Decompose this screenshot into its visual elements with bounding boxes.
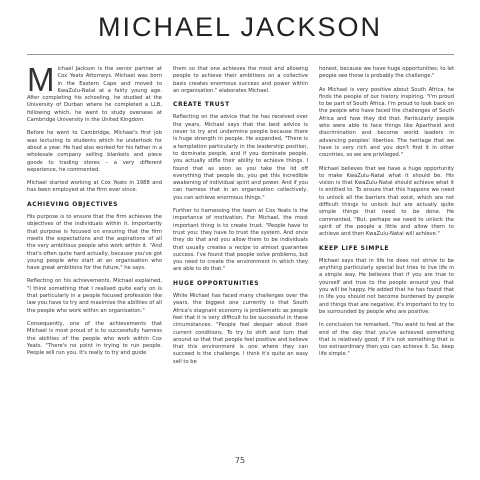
paragraph-text: Michael started working at Cox Yeats in 1988 and has been employed at the firm ever since.: [27, 180, 162, 194]
title-rule: [27, 54, 454, 55]
paragraph-text: Further to harnessing the team at Cox Yeats is the importance of motivation. For Michael, the most important thing is to create trust. "People have to trust you; they have to trust the system. And once they do that and you allow them to be individuals that usually creates a recipe to almost guarantee success. I've found that people solve problems, but you need to create the environment in which they are able to do that.": [173, 208, 308, 273]
paragraph: [319, 87, 454, 160]
paragraph: [27, 130, 162, 174]
paragraph-text: Reflecting on the advice that he has received over the years, Michael says that the best advice is never to try and undermine people because there is huge strength in people. He expanded, "There is a temptation particularly in the leadership position, to dominate people, and if you dominate people, you actually stifle their ability to achieve things. I found that as soon as you take the lid off everything that people do, you get this incredible awakening of individual spirit and power. And if you can harness that in an organisation collectively, you can achieve enormous things.": [173, 114, 308, 201]
paragraph-text: As Michael is very positive about South Africa, he finds the people of our history inspiring. "I'm proud to be part of South Africa. I'm proud to look back on the people who have faced the challenges of South Africa and how they did that. Particularly people who were able to face things like Apartheid and discrimination and become world leaders in advancing peoples' liberties. The heritage that we have is very rich and you don't find it in other countries, so we are privileged.": [319, 86, 454, 159]
paragraph-text: honest, because we have huge opportunities; to let people see those is probably the challenge.": [319, 66, 454, 80]
paragraph: [319, 166, 454, 239]
section-heading: HUGE OPPORTUNITIES: [173, 279, 260, 287]
paragraph: [27, 61, 162, 124]
paragraph-text: Reflecting on his achievements, Michael explained, "I think something that I realised quite early on is that particularly in a people focused profession like law you have to try and maximise the abilities of all the people who work within an organisation.": [27, 278, 162, 314]
section-heading: ACHIEVING OBJECTIVES: [27, 200, 119, 208]
paragraph: [173, 293, 308, 366]
paragraph-text: ichael Jackson is the senior partner at Cox Yeats Attorneys. Michael was born in the Eastern Cape and moved to KwaZulu-Natal at a fairly young age. After completing his schooling, he studied at the University of Durban where he completed a LLB, following which, he went to study overseas at Cambridge University in the United Kingdom.: [27, 66, 162, 124]
paragraph: [27, 321, 162, 357]
paragraph: [27, 278, 162, 314]
paragraph: [319, 258, 454, 316]
column-2: [173, 66, 308, 372]
paragraph-text: In conclusion he remarked, "You want to feel at the end of the day that you've achieved something that is relatively good; if it's not something that is too extraordinary then you can achieve it. So, keep life simple.": [319, 322, 454, 358]
paragraph-text: Michael believes that we have a huge opportunity to make KwaZulu-Natal what it should be. His vision is that KwaZulu-Natal should achieve what it is entitled to. To ensure that this happens we need to unlock all the barriers that exist, which are not difficult things to unlock but are actually quite simple things that need to be done. He commented, "But, perhaps we need to unlock the spirit of the people a little and allow them to achieve and then KwaZulu-Natal will achieve.": [319, 165, 454, 238]
paragraph-text: Michael says that in life he does not strive to be anything particularly special but tries to live life in a simple way. He believes that if you are true to yourself and true to the people around you that you will be happy. He added that he has found that in life you should not become burdened by people and things that are negative; it's important to try to be surrounded by people who are positive.: [319, 257, 454, 315]
paragraph: [319, 66, 454, 81]
section-heading: CREATE TRUST: [173, 101, 230, 109]
paragraph-text: Before he went to Cambridge, Michael's first job was lecturing to students which he undertook for about a year. He had also worked for his father in a wholesale company selling blankets and piece goods to trading stores – a very different experience, he commented.: [27, 130, 162, 173]
paragraph: [173, 208, 308, 274]
paragraph-text: Consequently, one of the achievements that Michael is most proud of is to successfully harness the abilities of the people who work within Cox Yeats. "There's no point in trying to run people. People will run you. It's really to try and guide: [27, 320, 162, 357]
paragraph: [319, 322, 454, 358]
paragraph: [173, 114, 308, 202]
paragraph-text: them so that one achieves the most and allowing people to achieve their ambitions on a collective basis creates enormous success and power within an organisation." elaborates Michael.: [173, 66, 308, 94]
drop-cap: M: [27, 61, 55, 98]
section-heading: KEEP LIFE SIMPLE: [319, 244, 390, 252]
article-title: MICHAEL JACKSON: [97, 12, 383, 42]
paragraph: [173, 66, 308, 95]
paragraph: [27, 214, 162, 272]
paragraph-text: His purpose is to ensure that the firm achieves the objectives of the individuals within it. Importantly that purpose is focused on ensuring that the firm meets the expectations and the aspirations of all the very ambitious people who work within it. "And that's often quite hard actually, because you've got young people who start at an organisation who have great ambitions for the future," he says.: [27, 214, 162, 272]
column-3: [319, 66, 454, 365]
paragraph-text: While Michael has faced many challenges over the years, the biggest one currently is that South Africa's stagnant economy is problematic as people feel that it is very difficult to be successful in these circumstances. "People feel despair about their current conditions. To try to shift and turn that around so that that people feel positive and believe that this environment is one where they can succeed is the challenge. I think it's quite an easy sell to be: [173, 293, 308, 365]
paragraph: [27, 180, 162, 195]
page-number: 75: [234, 456, 246, 465]
column-1: [27, 61, 162, 363]
